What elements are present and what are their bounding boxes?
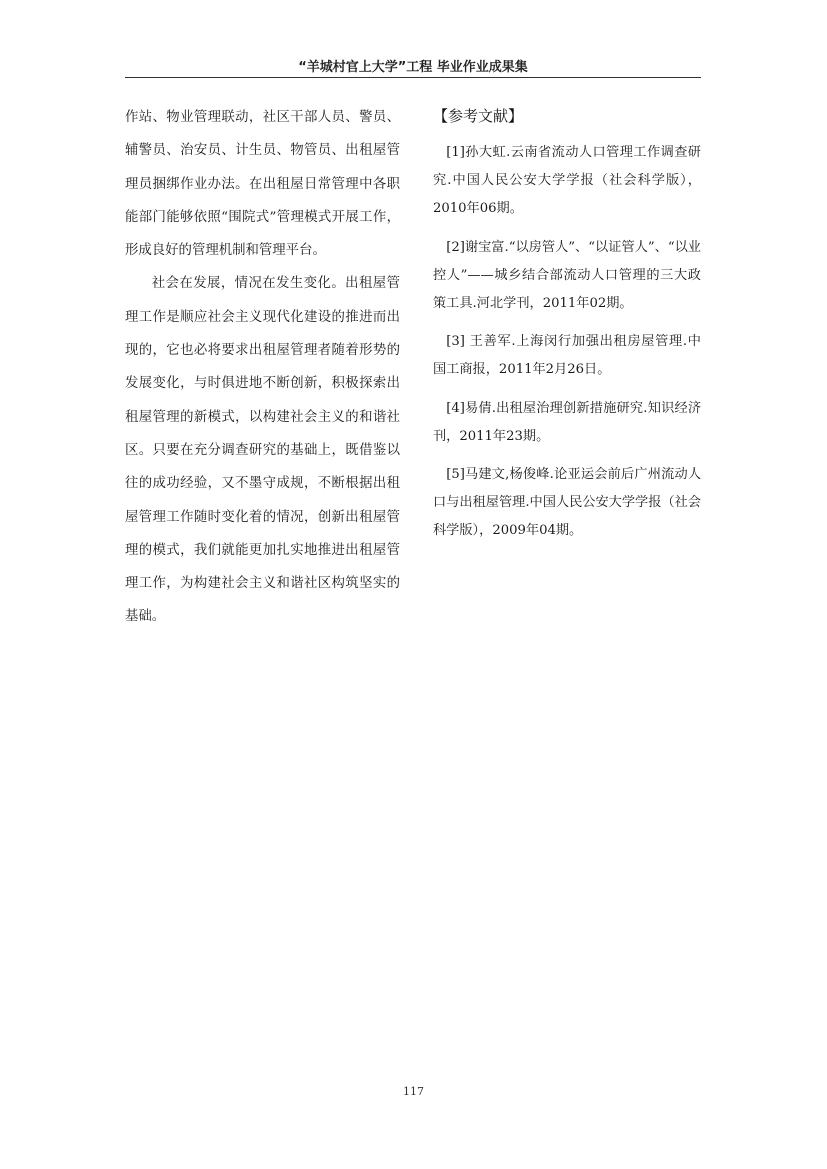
references-heading: 【参考文献】 [433,107,524,125]
paragraph-conclusion: 社会在发展，情况在发生变化。出租屋管理工作是顺应社会主义现代化建设的推进而出现的，它也必将要求出租屋管理者随着形势的发展变化，与时俱进地不断创新，积极探索出租屋管理的新模式，以构建社会主义的和谐社区。只要在充分调查研究的基础上，既借鉴以往的成功经验，又不墨守成规，不断根据出租屋管理工作随时变化着的情况，创新出租屋管理的模式，我们就能更加扎实地推进出租屋管理工作，为构建社会主义和谐社区构筑坚实的基础。 [125,276,400,625]
header-rule [125,77,701,78]
paragraph-continued: 作站、物业管理联动，社区干部人员、警员、辅警员、治安员、计生员、物管员、出租屋管理员捆绑作业办法。在出租屋日常管理中各职能部门能够依照“围院式”管理模式开展工作，形成良好的管理机制和管理平台。 [125,110,400,259]
reference-item: [3] 王善军.上海闵行加强出租房屋管理.中国工商报，2011年2月26日。 [433,334,701,378]
reference-item: [4]易倩.出租屋治理创新措施研究.知识经济刊，2011年23期。 [433,400,701,444]
body-text-column [125,101,400,634]
reference-item: [1]孙大虹.云南省流动人口管理工作调查研究.中国人民公安大学学报（社会科学版），2010年06期。 [433,145,701,217]
running-header: “羊城村官上大学”工程 毕业作业成果集 [298,60,528,75]
reference-item: [2]谢宝富.“以房管人”、“以证管人”、“以业控人”——城乡结合部流动人口管理的三大政策工具.河北学刊，2011年02期。 [433,239,701,312]
reference-item: [5]马建文,杨俊峰.论亚运会前后广州流动人口与出租屋管理.中国人民公安大学学报（社会科学版），2009年04期。 [433,467,701,539]
page-number: 117 [403,1085,424,1098]
references-column [433,101,701,556]
